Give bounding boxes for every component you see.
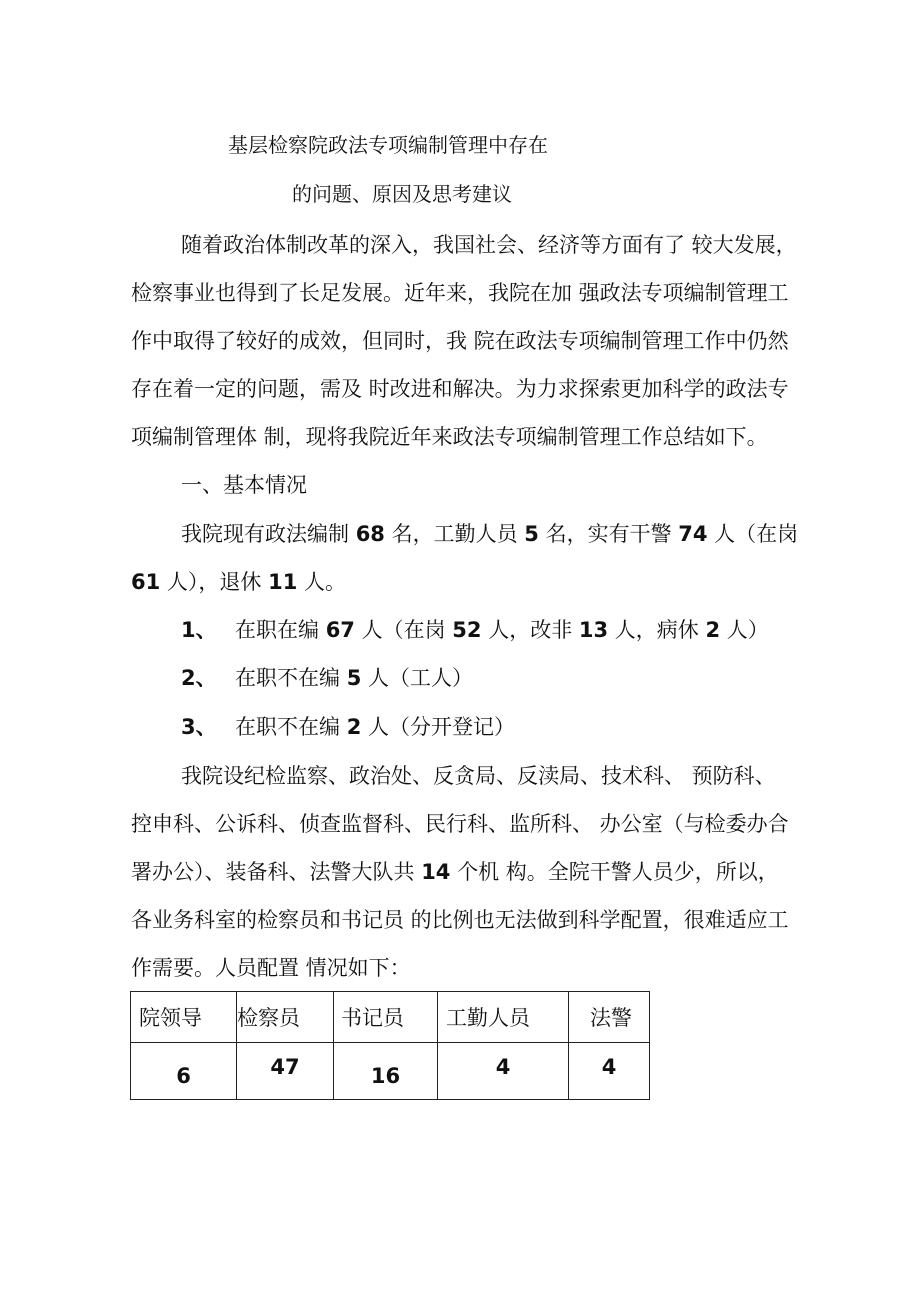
table-row (131, 1043, 650, 1100)
document-title-line-2: 的问题、原因及思考建议 (292, 182, 512, 206)
list-item-text: 在职在编 67 人（在岗 52 人，改非 13 人，病休 2 人） (235, 618, 769, 642)
org-paragraph-line: 控申科、公诉科、侦查监督科、民行科、监所科、 办公室（与检委办合 (131, 812, 789, 836)
list-item-number: 1、 (181, 618, 217, 642)
table-cell: 4 (569, 1043, 650, 1100)
list-item-text: 在职不在编 5 人（工人） (235, 666, 473, 690)
staffing-table (130, 991, 650, 1100)
document-title-line-1: 基层检察院政法专项编制管理中存在 (228, 133, 548, 157)
list-item-text: 在职不在编 2 人（分开登记） (235, 715, 515, 739)
intro-paragraph-line: 作中取得了较好的成效，但同时，我 院在政法专项编制管理工作中仍然 (131, 329, 789, 353)
intro-paragraph-line: 存在着一定的问题，需及 时改进和解决。为力求探索更加科学的政法专 (131, 377, 789, 401)
org-paragraph-line: 作需要。人员配置 情况如下： (131, 956, 411, 980)
stats-paragraph-line-1: 我院现有政法编制 68 名，工勤人员 5 名，实有干警 74 人（在岗 (181, 522, 799, 546)
section-heading-basic: 一、基本情况 (181, 473, 307, 497)
table-cell: 47 (237, 1043, 334, 1100)
org-paragraph-line: 各业务科室的检察员和书记员 的比例也无法做到科学配置，很难适应工 (131, 908, 789, 932)
intro-paragraph-line: 项编制管理体 制，现将我院近年来政法专项编制管理工作总结如下。 (131, 425, 768, 449)
table-header-cell: 院领导 (131, 992, 237, 1043)
table-header-cell: 书记员 (334, 992, 438, 1043)
table-cell: 6 (131, 1043, 237, 1100)
list-item-number: 2、 (181, 666, 217, 690)
table-header-row (131, 992, 650, 1043)
table-header-cell: 工勤人员 (438, 992, 569, 1043)
stats-paragraph-line-2: 61 人），退休 11 人。 (131, 570, 347, 594)
table-header-cell: 法警 (569, 992, 650, 1043)
intro-paragraph-line: 随着政治体制改革的深入，我国社会、经济等方面有了 较大发展， (181, 233, 797, 257)
table-header-cell: 检察员 (237, 992, 334, 1043)
intro-paragraph-line: 检察事业也得到了长足发展。近年来，我院在加 强政法专项编制管理工 (131, 281, 789, 305)
org-paragraph-line: 我院设纪检监察、政治处、反贪局、反渎局、技术科、 预防科、 (181, 764, 776, 788)
table-cell: 4 (438, 1043, 569, 1100)
list-item-number: 3、 (181, 715, 217, 739)
table-cell: 16 (334, 1043, 438, 1100)
org-paragraph-line: 署办公）、装备科、法警大队共 14 个机 构。全院干警人员少，所以， (131, 860, 779, 884)
